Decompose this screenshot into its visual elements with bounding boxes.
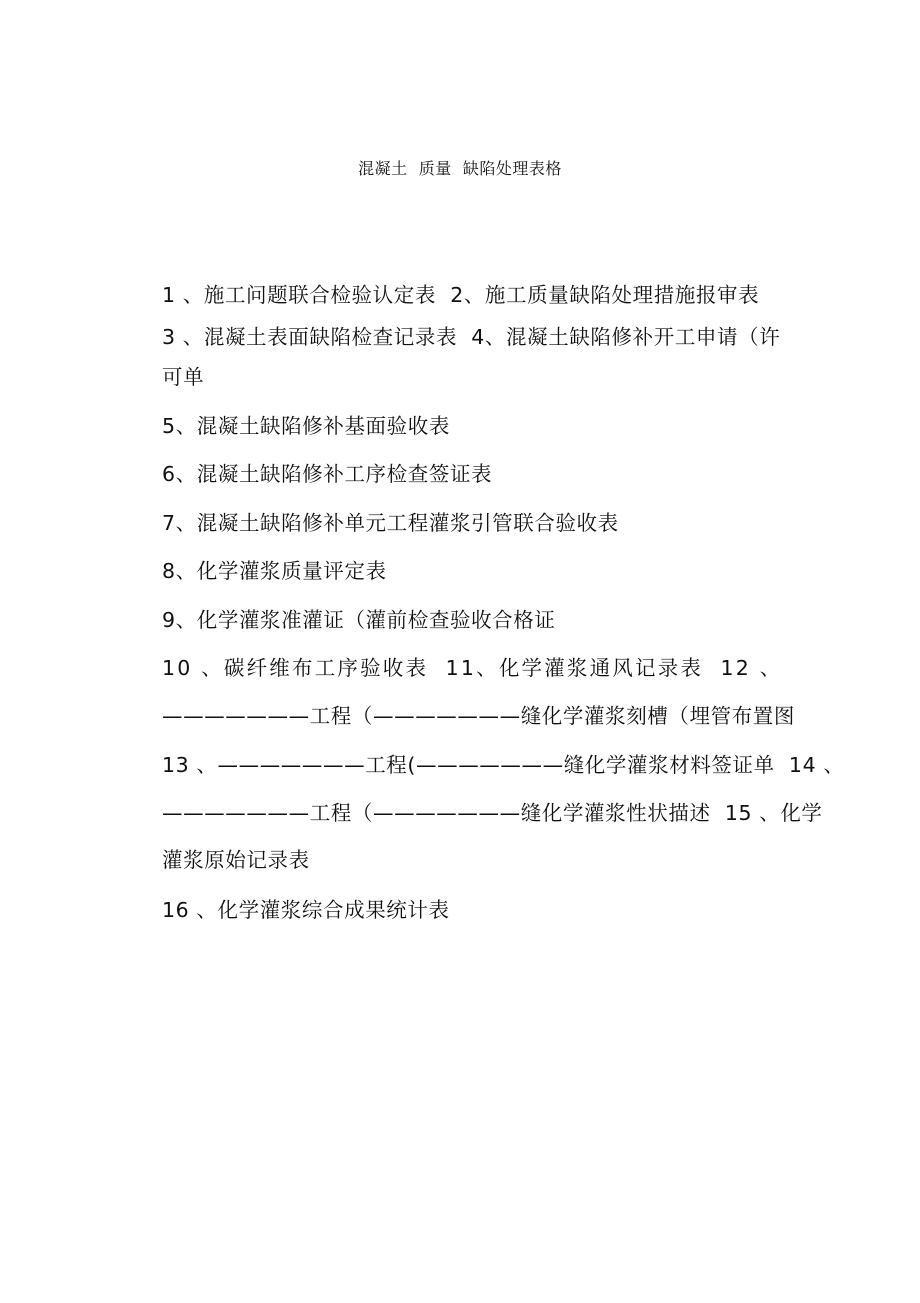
list-line-8: 9、化学灌浆准灌证（灌前检查验收合格证: [162, 608, 556, 632]
list-line-12: ———————工程（———————缝化学灌浆性状描述 15 、化学: [162, 801, 823, 825]
list-line-11: 13 、———————工程(———————缝化学灌浆材料签证单 14 、: [162, 753, 845, 777]
list-line-13: 灌浆原始记录表: [162, 848, 310, 872]
list-line-5: 6、混凝土缺陷修补工序检查签证表: [162, 462, 493, 486]
list-line-9: 10 、碳纤维布工序验收表 11、化学灌浆通风记录表 12 、: [162, 656, 783, 680]
list-line-7: 8、化学灌浆质量评定表: [162, 559, 387, 583]
list-line-2: 3 、混凝土表面缺陷检查记录表 4、混凝土缺陷修补开工申请（许: [162, 325, 781, 349]
list-line-3: 可单: [162, 365, 205, 389]
list-line-1: 1 、施工问题联合检验认定表 2、施工质量缺陷处理措施报审表: [162, 283, 760, 307]
list-line-10: ———————工程（———————缝化学灌浆刻槽（埋管布置图: [162, 704, 795, 728]
list-line-6: 7、混凝土缺陷修补单元工程灌浆引管联合验收表: [162, 511, 619, 535]
list-line-4: 5、混凝土缺陷修补基面验收表: [162, 414, 450, 438]
document-title: 混凝土 质量 缺陷处理表格: [358, 159, 562, 178]
list-line-14: 16 、化学灌浆综合成果统计表: [162, 898, 450, 922]
